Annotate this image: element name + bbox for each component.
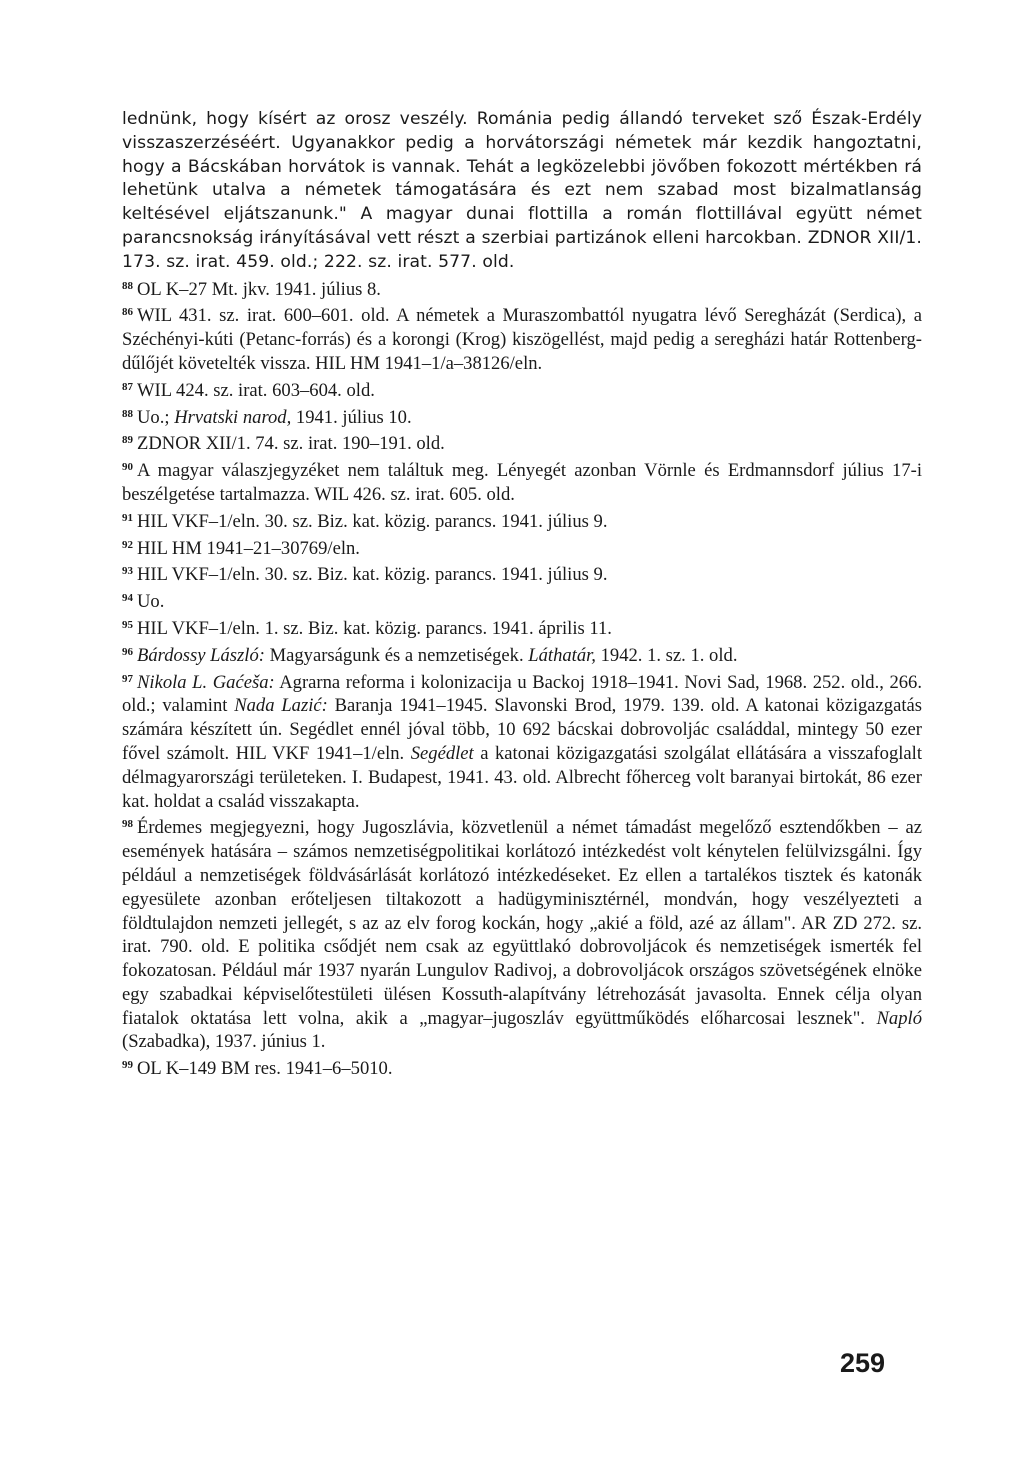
footnote-number: 92 [122,538,133,551]
footnote-text: WIL 431. sz. irat. 600–601. old. A németek a Muraszombattól nyugatra lévő Seregházát (Serdica), a Széchényi-kúti (Petanc-forrás) és a korongi (Krog) kiszögellést, majd pedig a seregházi határ Rottenberg-dűlőjét követelték vissza. HIL HM 1941–1/a–38126/eln. [122,305,922,374]
footnote-number: 98 [122,818,133,831]
footnote-number: 97 [122,672,133,685]
continued-quote: lednünk, hogy kísért az orosz veszély. Románia pedig állandó terveket sző Észak-Erdély visszaszerzéséért. Ugyanakkor pedig a horvátországi németek már kezdik hangoztatni, hogy a Bácskában horvátok is vannak. Tehát a legközelebbi jövőben fokozott mértékben rá lehetünk utalva a németek támogatására és ezt nem szabad most bizalmatlanság keltésével eljátszanunk." [122,109,922,225]
footnote-text: (Szabadka), 1937. június 1. [122,1031,326,1053]
footnote-number: 99 [122,1059,133,1072]
footnote-text: Érdemes megjegyezni, hogy Jugoszlávia, közvetlenül a német támadást megelőző esztendőkben – az események hatására – számos nemzetiségpolitikai korlátozó intézkedést volt kénytelen felülvizsgálni. Így például a nemzetiségek földvásárlását korlátozó intézkedéseket. Ez ellen a tartalékos tisztek és katonák egyesülete azonban erőteljesen tiltakozott a hadügyminisztérnél, mondván, hogy veszélyezteti a földtulajdon nemzeti jellegét, s az az elv forog kockán, hogy „akié a föld, azé az állam". AR ZD 272. sz. irat. 790. old. E politika csődjét nem csak az együttlakó dobrovoljácok és nemzetiségek ismerték fel fokozatosan. Például már 1937 nyarán Lungulov Radivoj, a dobrovoljácok országos szövetségének elnöke egy szabadkai képviselőtestületi ülésen Kossuth-alapítvány létrehozását javasolta. Ennek célja olyan fiatalok oktatása lett volna, akik a „magyar–jugoszláv együttműködés előharcosai lesznek". [122,817,922,1029]
footnote-number: 94 [122,592,133,605]
footnote-text: HIL HM 1941–21–30769/eln. [137,537,360,559]
continued-text: A magyar dunai flottilla a román flottillával együtt német parancsnokság irányításával vett részt a szerbiai partizánok elleni harcokban. ZDNOR XII/1. 173. sz. irat. 459. old.; 222. sz. irat. 577. old. [122,204,923,272]
footnote-97 [122,668,922,814]
page-body [122,108,922,1081]
footnote-author: Bárdossy László: [137,644,265,666]
footnote-96 [122,641,922,668]
footnote-number: 90 [122,461,133,474]
footnote-number: 86 [122,306,133,319]
footnote-author: Nada Lazić: [234,695,328,717]
footnote-text: a katonai közigazgatási szolgálat ellátására a visszafoglalt délmagyarországi területeken. I. Budapest, 1941. 43. old. Albrecht főherceg volt baranyai birtokát, 86 ezer kat. holdat a család visszakapta. [122,742,922,812]
footnote-text: Baranja 1941–1945. Slavonski Brod, 1979. 139. old. A katonai közigazgatás számára készített ún. Segédlet ennél jóval több, 10 692 bácskai dobrovoljác családdal, mintegy 50 ezer fővel számolt. HIL VKF 1941–1/eln. [122,695,922,764]
footnote-italic-title: Láthatár, [528,644,596,666]
footnote-text: Magyarságunk és a nemzetiségek. [264,644,529,666]
continued-footnote [122,108,922,275]
footnote-92 [122,534,922,561]
footnote-author: Nikola L. Gaćeša: [137,671,275,693]
footnote-98 [122,813,922,1054]
footnote-text: WIL 424. sz. irat. 603–604. old. [137,379,375,401]
footnote-text: OL K–149 BM res. 1941–6–5010. [137,1058,393,1080]
footnote-number: 91 [122,511,133,524]
footnote-94 [122,587,922,614]
footnote-text: Uo.; [137,406,175,428]
footnote-text: HIL VKF–1/eln. 30. sz. Biz. kat. közig. parancs. 1941. július 9. [137,564,608,586]
footnote-text: Uo. [137,591,165,613]
footnote-number: 88 [122,407,133,420]
footnote-text: OL K–27 Mt. jkv. 1941. július 8. [137,278,381,300]
footnote-90 [122,456,922,507]
footnote-italic-title: Napló [876,1007,922,1029]
footnote-text: A magyar válaszjegyzéket nem találtuk meg. Lényegét azonban Vörnle és Erdmannsdorf július 17-i beszélgetése tartalmazza. WIL 426. sz. irat. 605. old. [122,460,922,505]
footnote-88b [122,403,922,430]
footnote-italic-title: Hrvatski narod, [174,406,292,428]
footnote-number: 96 [122,645,133,658]
footnote-87 [122,376,922,403]
footnote-text: Agrarna reforma i kolonizacija u Backoj 1918–1941. Novi Sad, 1968. 252. old., 266. old.; valamint [122,671,923,717]
footnote-86 [122,301,922,375]
footnote-93 [122,560,922,587]
footnote-88 [122,275,922,302]
footnote-number: 89 [122,434,133,447]
footnote-number: 95 [122,618,133,631]
footnote-number: 87 [122,380,133,393]
page-number: 259 [840,1348,886,1378]
footnote-99 [122,1054,922,1081]
footnote-text: 1942. 1. sz. 1. old. [595,644,738,666]
footnote-text: HIL VKF–1/eln. 1. sz. Biz. kat. közig. parancs. 1941. április 11. [137,617,612,639]
footnote-text: 1941. július 10. [291,406,412,428]
footnote-89 [122,429,922,456]
footnote-number: 93 [122,565,133,578]
footnote-italic-title: Segédlet [410,742,474,764]
footnote-95 [122,614,922,641]
footnote-text: ZDNOR XII/1. 74. sz. irat. 190–191. old. [137,433,445,455]
footnote-number: 88 [122,279,133,292]
footnote-91 [122,507,922,534]
footnote-text: HIL VKF–1/eln. 30. sz. Biz. kat. közig. parancs. 1941. július 9. [137,510,608,532]
